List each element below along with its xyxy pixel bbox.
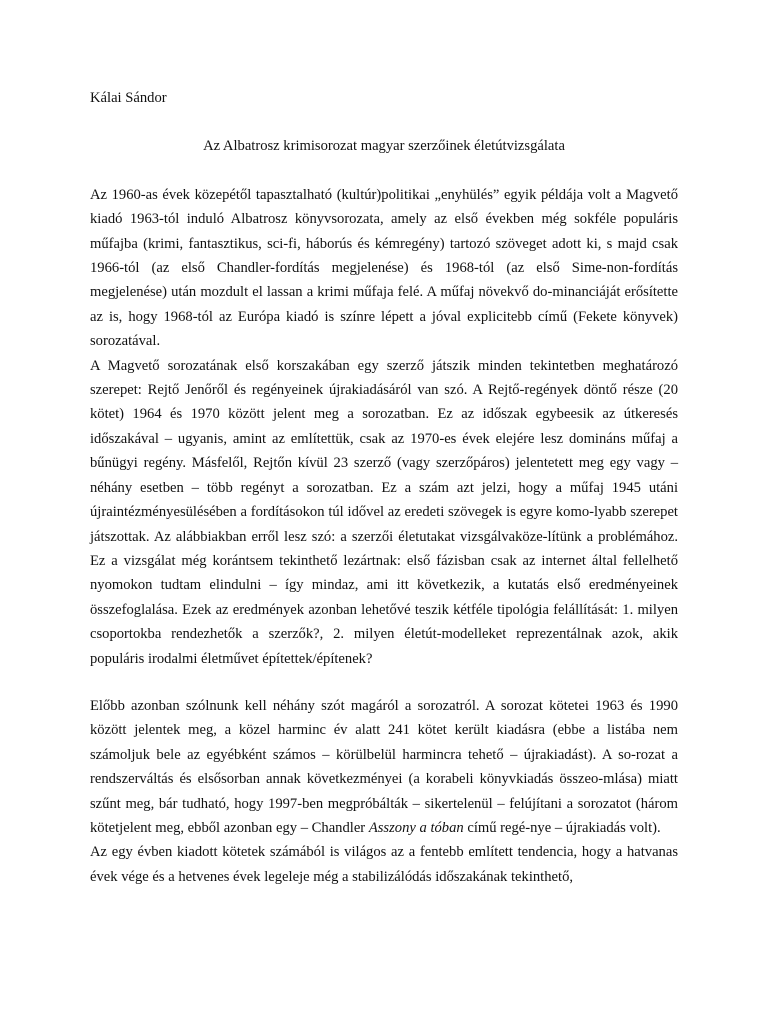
paragraph-intro: Az 1960-as évek közepétől tapasztalható (kultúr)politikai „enyhülés” egyik példája volt a Magvető kiadó 1963-tól induló Albatrosz könyvsorozata, amely az első években még sokféle populáris műfajba (krimi, fantasztikus, sci-fi, háborús és kémregény) tartozó szöveget adott ki, s majd csak 1966-tól (az első Chandler-fordítás megjelenése) és 1968-tól (az első Sime-non-fordítás megjelenése) után mozdult el lassan a krimi műfaja felé. A műfaj növekvő do-minanciáját erősítette az is, hogy 1968-tól az Európa kiadó is színre lépett a jóval explicitebb című (Fekete könyvek) sorozatával. (90, 186, 678, 350)
paragraph-series (90, 694, 678, 840)
paragraph-final: Az egy évben kiadott kötetek számából is világos az a fentebb említett tendencia, hogy a hatvanas évek vége és a hetvenes évek legeleje még a stabilizálódás időszakának tekinthető, (90, 844, 678, 885)
author-name: Kálai Sándor (90, 90, 167, 106)
paragraph-magveto: A Magvető sorozatának első korszakában egy szerző játszik minden tekintetben meghatározó szerepet: Rejtő Jenőről és regényeinek újrakiadásáról van szó. A Rejtő-regények döntő része (20 kötet) 1964 és 1970 között jelent meg a sorozatban. Ez az időszak egybeesik az útkeresés időszakával – ugyanis, amint az említettük, csak az 1970-es évek elejére lesz domináns műfaj a bűnügyi regény. Másfelől, Rejtőn kívül 23 szerző (vagy szerzőpáros) jelentetett meg egy vagy – néhány esetben – több regényt a sorozatban. Ez a szám azt jelzi, hogy a műfaj 1945 utáni újraintézményesülésében a fordításokon túl idővel az eredeti szövegek is egyre komo-lyabb szerepet játszottak. Az alábbiakban erről lesz szó: a szerzői életutakat vizsgálvaköze-lítünk a problémához. Ez a vizsgálat még korántsem tekinthető lezártnak: első fázisban csak az internet által fellelhető nyomokon tudtam elindulni – így mindaz, ami itt következik, a kutatás első eredményeinek összefoglalása. Ezek az eredmények azonban lehetővé teszik kétféle tipológia felállítását: 1. milyen csoportokba rendezhetők a szerzők?, 2. milyen életút-modelleket reprezentálnak azok, akik populáris irodalmi életművet építettek/építenek? (90, 357, 678, 667)
paragraph-series-text-end: című regé-nye – újrakiadás volt). (463, 819, 661, 836)
document-title: Az Albatrosz krimisorozat magyar szerzőinek életútvizsgálata (203, 138, 565, 155)
document-page (90, 86, 678, 889)
paragraph-series-text-start: Előbb azonban szólnunk kell néhány szót magáról a sorozatról. A sorozat kötetei 1963 és 1990 között jelentek meg, a közel harminc év alatt 241 kötet került kiadásra (ebbe a listába nem számoljuk bele az egyébként számos – körülbelül harmincra tehető – újrakiadást). A so-rozat a rendszerváltás és elsősorban annak következményei (a korabeli könyvkiadás összeo-mlása) miatt szűnt meg, bár tudható, hogy 1997-ben megpróbálták – sikertelenül – felújítani a sorozatot (három kötetjelent meg, ebből azonban egy – Chandler (90, 697, 678, 836)
book-title-italic: Asszony a tóban (368, 819, 464, 836)
